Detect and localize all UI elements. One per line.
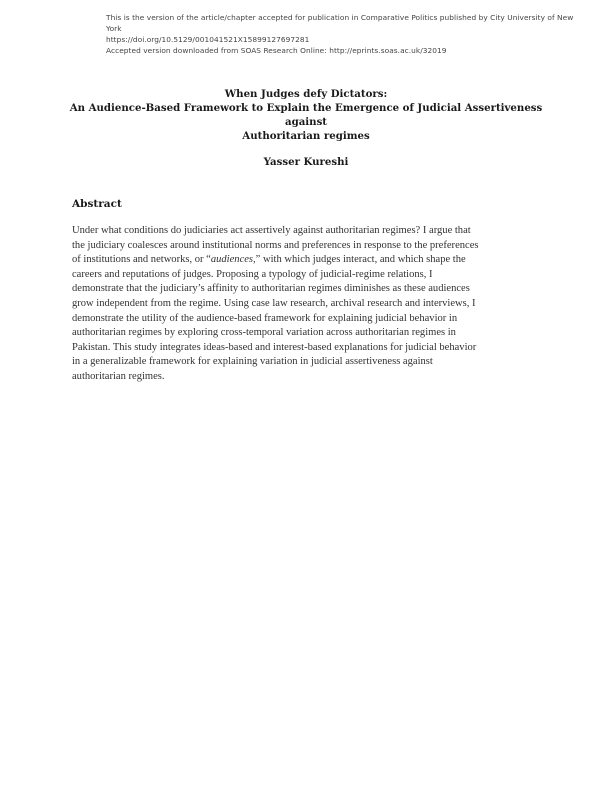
abstract-heading: Abstract: [72, 198, 122, 210]
abstract-line: [72, 253, 542, 268]
paper-title: [60, 87, 552, 143]
abstract-text: [72, 224, 542, 385]
abstract-line: authoritarian regimes.: [72, 370, 165, 382]
title-line: Authoritarian regimes: [242, 130, 370, 142]
abstract-line: demonstrate the utility of the audience-based framework for explaining judicial behavior in: [72, 312, 458, 324]
abstract-line: demonstrate that the judiciary’s affinity to authoritarian regimes diminishes as these audiences: [72, 283, 470, 295]
abstract-line: in a generalizable framework for explaining variation in judicial assertiveness against: [72, 356, 433, 368]
abstract-line: careers and reputations of judges. Proposing a typology of judicial-regime relations, I: [72, 268, 433, 280]
notice-line: This is the version of the article/chapter accepted for publication in Comparative Politics published by City University of New: [106, 13, 574, 22]
abstract-line: the judiciary coalesces around institutional norms and preferences in response to the preferences: [72, 239, 479, 251]
abstract-line: Under what conditions do judiciaries act assertively against authoritarian regimes? I argue that: [72, 225, 471, 236]
author-name: Yasser Kureshi: [263, 156, 349, 168]
publication-notice: [106, 12, 576, 56]
title-line: When Judges defy Dictators:: [224, 88, 388, 100]
title-line: An Audience-Based Framework to Explain the Emergence of Judicial Assertiveness against: [69, 102, 543, 128]
abstract-line: authoritarian regimes by exploring cross-temporal variation across authoritarian regimes in: [72, 327, 456, 339]
abstract-line: Pakistan. This study integrates ideas-based and interest-based explanations for judicial behavior: [72, 341, 477, 353]
repository-notice: Accepted version downloaded from SOAS Research Online: http://eprints.soas.ac.uk/32019: [106, 46, 447, 55]
abstract-line-part: ” with which judges interact, and which shape the: [255, 254, 466, 266]
abstract-emphasis: audiences,: [210, 254, 256, 266]
abstract-line: grow independent from the regime. Using case law research, archival research and interviews, I: [72, 297, 476, 309]
doi-link[interactable]: https://doi.org/10.5129/001041521X15899127697281: [106, 35, 310, 44]
abstract-line-part: of institutions and networks, or “: [72, 254, 211, 266]
notice-line: York: [106, 24, 122, 33]
